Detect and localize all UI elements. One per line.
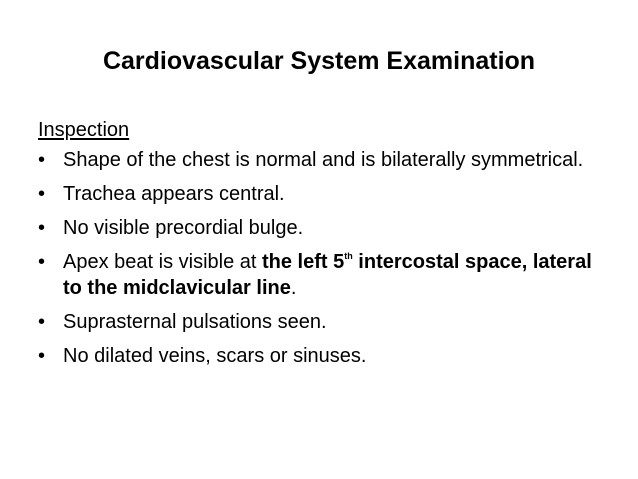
bullet-glyph: • (38, 217, 46, 239)
bullet-text: No visible precordial bulge. (63, 217, 304, 239)
slide-body (38, 117, 598, 377)
bullet-glyph: • (38, 251, 46, 273)
bullet-text: Trachea appears central. (63, 183, 285, 205)
bullet-text: No dilated veins, scars or sinuses. (63, 345, 367, 367)
bullet-item (38, 181, 598, 207)
section-heading-inspection: Inspection (38, 119, 130, 141)
bullet-text-prefix: Apex beat is visible at (63, 251, 262, 273)
bullet-item (38, 343, 598, 369)
bullet-item (38, 147, 598, 173)
bullet-text-bold-location-cont: intercostal space, lateral to the midclavicular line (63, 251, 592, 299)
bullet-item (38, 215, 598, 241)
bullet-glyph: • (38, 149, 46, 171)
bullet-item (38, 249, 598, 301)
bullet-list (38, 147, 598, 369)
bullet-glyph: • (38, 183, 46, 205)
bullet-item (38, 309, 598, 335)
ordinal-superscript: th (344, 251, 353, 261)
bullet-text-bold-location: the left 5 (262, 251, 345, 273)
bullet-glyph: • (38, 345, 46, 367)
slide-title: Cardiovascular System Examination (102, 47, 536, 75)
bullet-glyph: • (38, 311, 46, 333)
bullet-text: Suprasternal pulsations seen. (63, 311, 327, 333)
bullet-text-suffix: . (290, 277, 297, 299)
bullet-text: Shape of the chest is normal and is bilaterally symmetrical. (63, 149, 584, 171)
